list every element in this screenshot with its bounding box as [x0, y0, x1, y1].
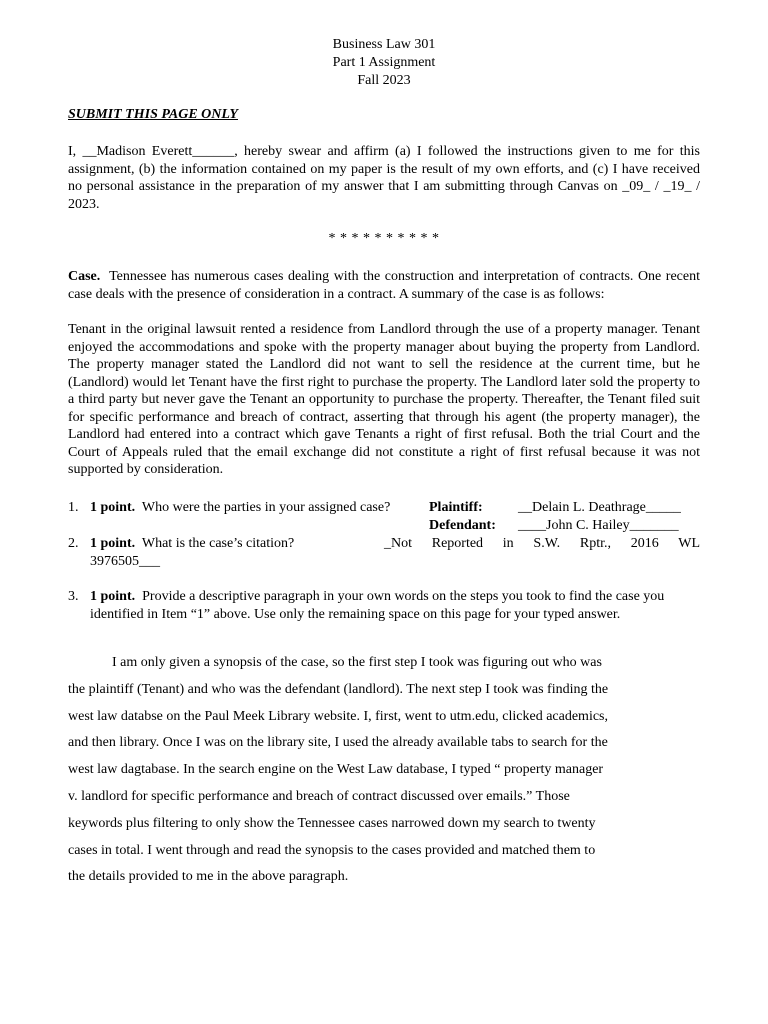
course-title: Business Law 301: [332, 37, 436, 52]
question-3: [68, 588, 700, 623]
question-3-points: 1 point.: [90, 589, 136, 604]
question-3-prompt: Provide a descriptive paragraph in your own words on the steps you took to find the case you identified in Item “1” above. Use only the remaining space on this page for your typed answer.: [90, 589, 665, 622]
plaintiff-value: __Delain L. Deathrage_____: [518, 500, 681, 515]
assignment-title: Part 1 Assignment: [332, 55, 436, 70]
answer-line: cases in total. I went through and read the synopsis to the cases provided and matched them to: [68, 842, 596, 858]
question-2-text: [90, 535, 294, 553]
answer-line: the details provided to me in the above paragraph.: [68, 869, 349, 885]
term: Fall 2023: [357, 73, 411, 88]
separator: * * * * * * * * * *: [328, 231, 440, 246]
question-1-text: [90, 499, 390, 517]
question-2-points: 1 point.: [90, 536, 136, 551]
citation-line-1: _Not Reported in S.W. Rptr., 2016 WL: [384, 536, 700, 551]
defendant-value: ____John C. Hailey_______: [518, 518, 679, 533]
question-3-number: 3.: [68, 589, 79, 604]
question-1-points: 1 point.: [90, 500, 136, 515]
case-intro-paragraph: [68, 268, 700, 303]
affirmation-paragraph: I, __Madison Everett______, hereby swear and affirm (a) I followed the instructions given to me for this assignment, (b) the information contained on my paper is the result of my own efforts, and (c) I have received no personal assistance in the preparation of my answer that I am submitting through Canvas on _09_ / _19_ / 2023.: [68, 144, 700, 212]
question-3-text: [90, 588, 700, 623]
answer-line: west law dagtabase. In the search engine on the West Law database, I typed “ property manager: [68, 762, 604, 778]
answer-line: west law databse on the Paul Meek Library website. I, first, went to utm.edu, clicked academics,: [68, 708, 608, 724]
question-2-prompt: What is the case’s citation?: [141, 536, 295, 551]
course-header: [0, 36, 768, 90]
answer-line: I am only given a synopsis of the case, so the first step I took was figuring out who was: [112, 655, 602, 670]
question-1-prompt: Who were the parties in your assigned case?: [141, 500, 391, 515]
case-intro-text: Tennessee has numerous cases dealing with the construction and interpretation of contracts. One recent case deals with the presence of consideration in a contract. A summary of the case is as follows:: [68, 269, 700, 302]
submit-notice: SUBMIT THIS PAGE ONLY: [68, 107, 238, 122]
typed-answer: [68, 650, 708, 891]
plaintiff-label: Plaintiff:: [429, 500, 483, 515]
citation-line-2: 3976505___: [90, 554, 160, 569]
case-label: Case.: [68, 269, 101, 284]
answer-line: keywords plus filtering to only show the Tennessee cases narrowed down my search to twenty: [68, 815, 596, 831]
answer-line: the plaintiff (Tenant) and who was the defendant (landlord). The next step I took was finding the: [68, 681, 609, 697]
answer-line: and then library. Once I was on the library site, I used the already available tabs to search for the: [68, 735, 608, 751]
case-summary-paragraph: Tenant in the original lawsuit rented a residence from Landlord through the use of a property manager. Tenant enjoyed the accommodations and spoke with the property manager about buying the property from Landlord. The property manager stated the Landlord did not want to sell the residence at the current time, but he (Landlord) would let Tenant have the first right to purchase the property. The Landlord later sold the property to a third party but never gave the Tenant an opportunity to purchase the property. Thereafter, the Tenant filed suit for specific performance and breach of contract, asserting that through his agent (the property manager), the Landlord had entered into a contract which gave Tenants a right of first refusal. Both the trial Court and the Court of Appeals ruled that the email exchange did not constitute a right of first refusal because it was not supported by consideration.: [68, 322, 700, 477]
answer-line: v. landlord for specific performance and breach of contract discussed over emails.” Those: [68, 788, 570, 804]
question-2-number: 2.: [68, 536, 79, 551]
defendant-label: Defendant:: [429, 518, 496, 533]
question-1-number: 1.: [68, 500, 79, 515]
